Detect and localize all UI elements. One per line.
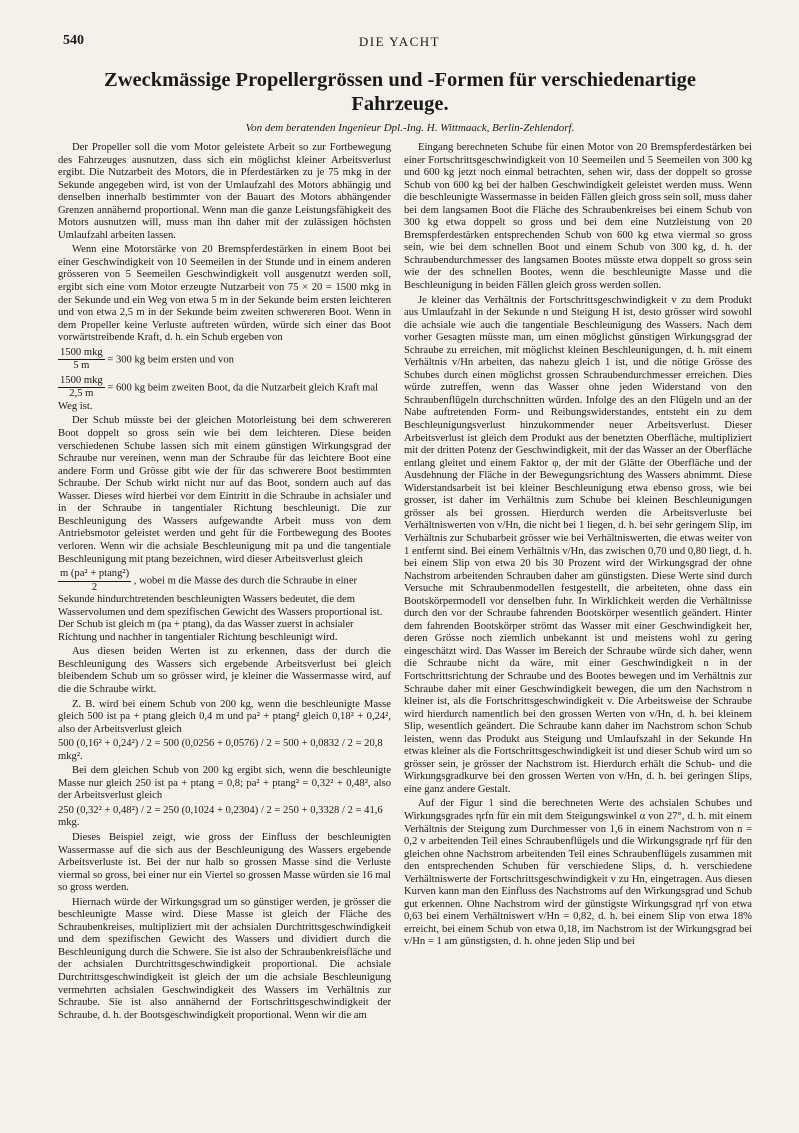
paragraph: Dieses Beispiel zeigt, wie gross der Einfluss der beschleunigten Wassermasse auf die sich aus der Beschleunigung des Wassers ergebende Arbeitsverluste ist. Bei der nur halb so grossen Masse sind die Verluste viermal so gross, bei einer nur ein Viertel so grossen Masse würden sie 16 mal so gross werden. — [58, 831, 391, 894]
formula-text: , wobei m die Masse des durch die Schraube in einer Sekunde hindurchtretenden beschleunigten Wassers bedeutet, die dem Wasservolumen und dem spezifischen Gewicht des Wassers proportional ist. Der Schub ist gleich m (pa + ptang), da das Wasser zuerst in achsialer Richtung und nachher in tangentialer Richtung beschleunigt wird. — [58, 575, 383, 643]
paragraph: Auf der Figur 1 sind die berechneten Werte des achsialen Schubes und Wirkungsgrades ηrfn für ein mit dem Steigungswinkel α von 27°, d. h. mit einem Verhältnis der Steigung zum Durchmesser von 1,6 in einem Nachstrom von n = 0,2 v arbeitenden Teil eines Schraubenflügels und die Wirkungsgrade ηrf für den gleichen ohne Nachstrom arbeitenden Teil eines Schraubenflügels zusammen mit den entsprechenden Schuben für verschiedene Slips, d. h. verschiedene Verhältniswerte der Fortschrittsgeschwindigkeit v zu Hn, eingetragen. Aus diesen Kurven kann man den Einfluss des Nachstroms auf den Wirkungsgrad und Schub gut erkennen. Ohne Nachstrom wird der günstigste Wirkungsgrad ηrf von etwa 0,63 bei einem Verhältniswert v/Hn = 0,82, d. h. bei einem Slip von etwa 18% erreicht, bei einem Schub von etwa 0,18, im Nachstrom ist der Wirkungsgrad bei v/Hn = 1 am günstigsten, d. h. ohne jeden Slip und bei — [404, 798, 752, 948]
denominator: 2 — [91, 581, 98, 593]
formula — [58, 375, 391, 414]
numerator: m (pa² + ptang²) — [58, 568, 131, 582]
paragraph: Der Propeller soll die vom Motor geleistete Arbeit so zur Fortbewegung des Fahrzeuges ausnutzen, dass sich ein möglichst kleiner Arbeitsverlust ergibt. Die Nutzarbeit des Motors, die in Pferdestärken zu je 75 mkg in der Sekunde angegeben wird, ist von der Umlaufzahl des Motors abhängig und denselben innerhalb bestimmter von der Bauart des Motors abhängender Grenzen annähernd proportional. Wenn man die ganze Leistungsfähigkeit des Motors ausnutzen will, muss man ihn daher mit der zulässigen höchsten Umlaufzahl arbeiten lassen. — [58, 142, 391, 241]
page-number: 540 — [63, 33, 84, 48]
denominator: 2,5 m — [69, 388, 94, 400]
running-title: DIE YACHT — [358, 34, 441, 49]
formula-text: = 600 kg beim zweiten Boot, da die Nutzarbeit gleich Kraft mal Weg ist. — [58, 382, 379, 412]
formula-text: = 300 kg beim ersten und von — [107, 354, 234, 366]
paragraph: Z. B. wird bei einem Schub von 200 kg, wenn die beschleunigte Masse gleich 500 ist pa + ptang gleich 0,4 m und pa² + ptang² gleich 0,18² + 0,24², also der Arbeitsverlust gleich — [58, 698, 391, 735]
denominator: 5 m — [73, 360, 90, 372]
article-byline: Von dem beratenden Ingenieur Dpl.-Ing. H. Wittmaack, Berlin-Zehlendorf. — [245, 122, 575, 134]
paragraph: Wenn eine Motorstärke von 20 Bremspferdestärken in einem Boot bei einer Geschwindigkeit von 10 Seemeilen in der Stunde und in einem anderen grösseren von 5 Seemeilen Geschwindigkeit voll ausgenutzt werden soll, ergibt sich eine vom Motor erzeugte Nutzarbeit von 75 × 20 = 1500 mkg in der Sekunde und ein Weg von etwa 5 m in der Sekunde beim ersten leichteren und von etwa 2,5 m in der Sekunde beim zweiten schwereren Boot. Wenn in dem Propeller keine Verluste auftreten würden, würde sich einer das Boot vorwärtstreibende Kraft, d. h. ein Schub ergeben von — [58, 244, 391, 344]
left-column — [58, 142, 391, 1024]
fraction — [58, 375, 105, 401]
right-column — [404, 142, 752, 951]
paragraph: Aus diesen beiden Werten ist zu erkennen, dass der durch die Beschleunigung des Wassers sich ergebende Arbeitsverlust bei gleich bleibendem Schub um so grösser wird, je kleiner die Wassermasse wird, auf die die Schraube wirkt. — [58, 646, 391, 695]
numerator: 1500 mkg — [58, 375, 105, 389]
fraction — [58, 347, 105, 373]
paragraph: Hiernach würde der Wirkungsgrad um so günstiger werden, je grösser die beschleunigte Masse wird. Diese Masse ist gleich der Fläche des Schraubenkreises, multipliziert mit der achsialen Durchtrittsgeschwindigkeit und dem spezifischen Gewicht des Wassers und dividiert durch die Beschleunigung durch die Schwere. Sie ist also der Schraubenkreisfläche und der achsialen Durchtrittsgeschwindigkeit proportional. Die achsiale Durchtrittsgeschwindigkeit ist gleich der um die achsiale Beschleunigung vermehrten achsialen Geschwindigkeit des Wassers im Verhältnis zur Schraube. Sie ist also annähernd der Fortschrittsgeschwindigkeit der Schraube, d. h. der Bootsgeschwindigkeit proportional. Wenn wir die am — [58, 896, 391, 1021]
article-title: Zweckmässige Propellergrössen und -Formen für verschiedenartige Fahrzeuge. — [104, 69, 696, 115]
paragraph: Eingang berechneten Schube für einen Motor von 20 Bremspferdestärken bei einer Fortschrittsgeschwindigkeit von 10 Seemeilen und 5 Seemeilen von 300 kg und 600 kg jetzt noch einmal betrachten, sehen wir, dass der doppelt so grosse Schub von 600 kg bei der halben Geschwindigkeit geleistet werden muss. Wenn die beschleunigte Wassermasse in beiden Fällen gleich gross sein soll, muss daher bei dem langsamen Boot die Fläche des Schraubenkreises bei einem Schub von 300 kg etwa doppelt so gross und bei dem eine Nutzleistung von 20 Bremspferdestärken entsprechenden Schub von 600 kg etwa viermal so gross sein, wie bei dem schnellen Boot und einem Schub von 300 kg, d. h. der Schraubendurchmesser des langsamen Bootes müsste etwa doppelt so gross sein wie der des schnellen Bootes, wenn die beschleunigte Masse und die Beschleunigung in beiden Fällen gleich gross werden sollen. — [404, 142, 752, 292]
formula: 250 (0,32² + 0,48²) / 2 = 250 (0,1024 + 0,2304) / 2 = 250 + 0,3328 / 2 = 41,6 mkg. — [58, 804, 383, 829]
paragraph: Der Schub müsste bei der gleichen Motorleistung bei dem schwereren Boot doppelt so gross sein wie bei dem leichteren. Diese beiden verschiedenen Schube lassen sich mit einem günstigen Wirkungsgrad der Schraube nur vereinen, wenn man der Schraube für das leichtere Boot eine andere Form und Grösse gibt wie der für das schwerere Boot bestimmten Schraube. Der Schub wirkt nicht nur auf das Boot, sondern auch auf das Wasser. Dieses wird hierbei vor dem Eintritt in die Schraube in achsialer und in der Schraube in tangentialer Richtung beschleunigt. Die zur Beschleunigung des Wassers aufgewandte Arbeit muss von dem Antriebsmotor geleistet werden und geht für die Fortbewegung des Bootes verloren. Wenn wir die achsiale Beschleunigung mit pa und die tangentiale Beschleunigung mit ptang bezeichnen, wird dieser Arbeitsverlust gleich — [58, 415, 391, 565]
formula — [58, 347, 391, 373]
paragraph: Bei dem gleichen Schub von 200 kg ergibt sich, wenn die beschleunigte Masse nur gleich 250 ist pa + ptang = 0,8; pa² + ptang² = 0,32² + 0,48², also der Arbeitsverlust gleich — [58, 765, 391, 802]
formula — [58, 568, 391, 644]
fraction — [58, 568, 131, 594]
numerator: 1500 mkg — [58, 347, 105, 361]
paragraph: Je kleiner das Verhältnis der Fortschrittsgeschwindigkeit v zu dem Produkt aus Umlaufzahl in der Sekunde n und Steigung H ist, desto grösser wird sowohl die achsiale wie auch die tangentiale Beschleunigung des Wassers. Nach dem vorher Gesagten müsste man, um einen möglichst günstigen Wirkungsgrad der Schraube zu erreichen, mit möglichst kleinen Beschleunigungen, d. h. mit einem Verhältnis v/Hn arbeiten, das nahezu gleich 1 ist, und die nötige Grösse des Schubes durch einen möglichst grossen Schraubendurchmesser erreichen. Dies würde zutreffen, wenn das Wasser ohne jeden Widerstand von den Schraubenflügeln durchschnitten würden. Infolge des an den Flügeln und an der Nabe auftretenden Form- und Reibungswiderstandes, entsteht ein zu dem Beschleunigungsverlust hinzukommender neuer Arbeitsverlust. Dieser Arbeitsverlust ist gleich dem Produkt aus der benetzten Oberfläche, multipliziert mit der dritten Potenz der Geschwindigkeit, mit der das Wasser an der Oberfläche entlang gleitet und einem Faktor φ, der mit der Glätte der Oberfläche und der Ausdehnung der Fläche in der Bewegungsrichtung des Wassers abnimmt. Diese Widerstandsarbeit ist bei kleiner Beschleunigung etwa ebenso gross, wie bei grosser, ist daher im Verhältnis zum Schube bei kleinen Beschleunigungen grösser als bei grossen. Hierdurch werden die Arbeitsverluste bei Verhältniswerten von v/Hn, die nicht bei 1 liegen, d. h. bei sehr geringem Slip, im Verhältnis zur Schubarbeit grösser wie bei Verhältniswerten, die etwas weiter von 1 entfernt sind. Bei einem Verhältnis v/Hn, das zwischen 0,70 und 0,80 liegt, d. h. bei einem Slip von etwa 20 bis 30 Prozent wird der Wirkungsgrad der ohne Nachstrom arbeitenden Schrauben daher am günstigsten. Diese Werte sind durch Versuche mit Schraubenmodellen festgestellt, die arbeiteten, ohne dass ein Bootskörpermodell vor denselben fuhr. In Wirklichkeit werden die Verhältnisse durch den vor der Schraube fahrenden Bootskörper wesentlich geändert. Hinter dem fahrenden Bootskörper strömt das Wasser mit einer Geschwindigkeit her, deren Grösse noch ziemlich unbekannt ist und meistens wohl zu gering eingeschätzt wird. Das Wasser im Bereich der Schraube würde sich daher, wenn die Schraube nicht da wäre, mit einer Geschwindigkeit n in der Fortschrittsrichtung der Schraube und des Bootes bewegen und im Verhältnis zur Schraube daher mit einer Geschwindigkeit bewegen, die um den Nachstrom n kleiner ist, als die Fortschrittsgeschwindigkeit v. Die Arbeitsweise der Schraube wird hierdurch namentlich bei den grossen Werten von v/Hn, d. h. bei kleinem Slip, wesentlich geändert. Die Schraube kann daher im Nachstrom schon Schub leisten, wenn das Produkt aus Steigung und Umlaufszahl in der Sekunde Hn etwas kleiner als die Fortschrittsgeschwindigkeit ist und dieser Schub wird um so grösser sein, je grösser der Nachstrom ist. Hierdurch erhält die Schub- und die Wirkungsgradkurve bei den grossen Werten von v/Hn, d. h. bei geringen Slips, eine ganz andere Gestalt. — [404, 294, 752, 795]
formula: 500 (0,16² + 0,24²) / 2 = 500 (0,0256 + 0,0576) / 2 = 500 + 0,0832 / 2 = 20,8 mkg². — [58, 738, 383, 762]
